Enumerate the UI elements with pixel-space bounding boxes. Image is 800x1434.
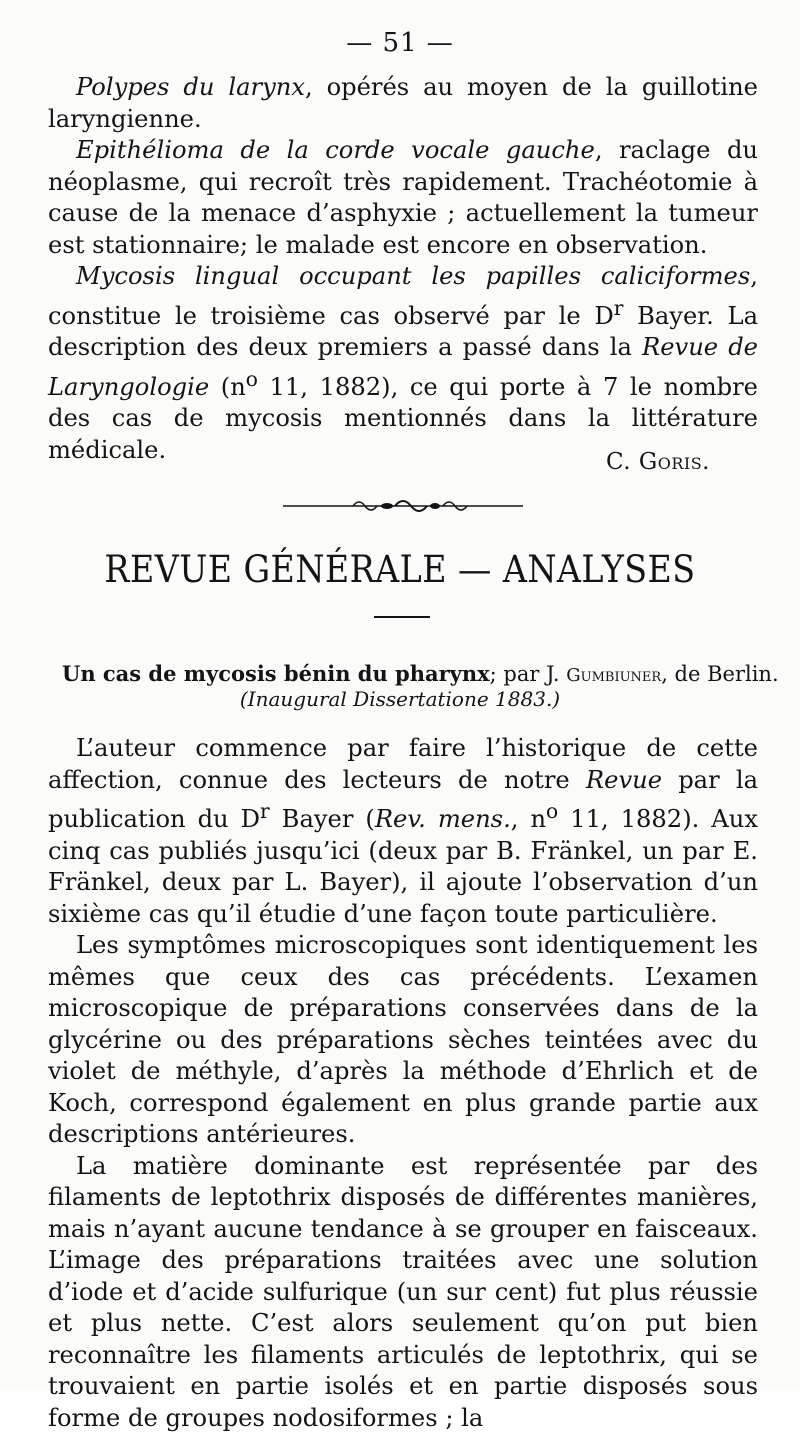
article-title: Un cas de mycosis bénin du pharynx; par J. Gumbiuner, de Berlin. <box>62 661 779 686</box>
decorative-rule-ornament-icon <box>283 496 523 516</box>
article-body <box>48 733 758 1434</box>
paragraph-historique: L’auteur commence par faire l’historique de cette affection, connue des lecteurs de notre Revue par la publication du $D^r$ Bayer (Rev. mens., $n^o$ 11, 1882). Aux cinq cas publiés jusqu’ici (deux par B. Fränkel, un par E. Fränkel, deux par L. Bayer), il ajoute l’observation d’un sixième cas qu’il étudie d’une façon toute particulière. <box>48 734 758 928</box>
paragraph-matiere: La matière dominante est représentée par des filaments de leptothrix disposés de différentes manières, mais n’ayant aucune tendance à se grouper en faisceaux. L’image des préparations traitées avec une solution d’iode et d’acide sulfurique (un sur cent) fut plus réussie et plus nette. C’est alors seulement qu’on put bien reconnaître les filaments articulés de leptothrix, qui se trouvaient en partie isolés et en partie disposés sous forme de groupes nodosiformes ; la <box>48 1151 758 1432</box>
section-heading: REVUE GÉNÉRALE — ANALYSES <box>104 548 696 591</box>
paragraph-epithelioma: Epithélioma de la corde vocale gauche, raclage du néoplasme, qui recroît très rapidement. Trachéotomie à cause de la menace d’asphyxie ; actuellement la tumeur est stationnaire; le malade est encore en observation. <box>48 136 759 259</box>
article-subtitle: (Inaugural Dissertatione 1883.) <box>239 687 561 711</box>
paragraph-mycosis-lingual: Mycosis lingual occupant les papilles caliciformes, constitue le troisième cas observé par le $D^r$ Bayer. La description des deux premiers a passé dans la Revue de Laryngologie ($n^o$ 11, 1882), ce qui porte à 7 le nombre des cas de mycosis mentionnés dans la littérature médicale. <box>48 262 759 464</box>
paragraph-polypes: Polypes du larynx, opérés au moyen de la guillotine laryngienne. <box>48 73 758 133</box>
signature: C. Goris. <box>605 449 710 475</box>
heading-rule <box>374 616 430 618</box>
case-notes <box>48 72 758 466</box>
paragraph-symptomes: Les symptômes microscopiques sont identiquement les mêmes que ceux des cas précédents. L’examen microscopique de préparations conservées dans de la glycérine ou des préparations sèches teintées avec du violet de méthyle, d’après la méthode d’Ehrlich et de Koch, correspond également en plus grande partie aux descriptions antérieures. <box>48 931 758 1149</box>
page-number: — 51 — <box>346 28 454 58</box>
